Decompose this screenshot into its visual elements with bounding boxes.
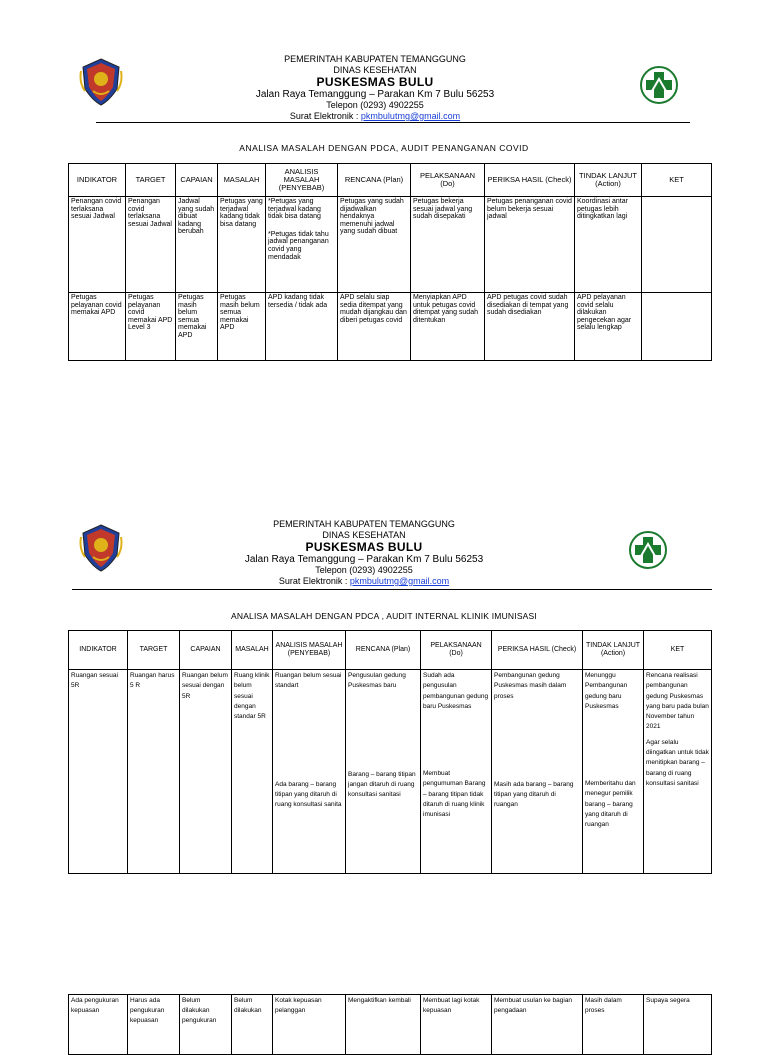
- header-rencana: RENCANA (Plan): [338, 164, 411, 197]
- table-cell: Menunggu Pembangunan gedung baru Puskesmas Memberitahu dan menegur pemilik barang – barang yang ditaruh di ruangan: [583, 670, 644, 874]
- letterhead-line-department: DINAS KESEHATAN: [333, 65, 417, 75]
- table-cell: APD kadang tidak tersedia / tidak ada: [266, 293, 338, 361]
- table-cell: Ruangan harus 5 R: [128, 670, 180, 874]
- table-cell: Mengaktifkan kembali: [346, 995, 421, 1055]
- letterhead-line-phone: Telepon (0293) 4902255: [315, 565, 413, 575]
- table-cell: Pengusulan gedung Puskesmas baru Barang – barang titipan jangan ditaruh di ruang konsultasi sanitasi: [346, 670, 421, 874]
- table-cell: Ada pengukuran kepuasan: [69, 995, 128, 1055]
- temanggung-emblem-icon: [79, 523, 123, 573]
- letterhead-line-puskesmas: PUSKESMAS BULU: [305, 540, 423, 554]
- table-cell: Ruangan belum sesuai dengan 5R: [180, 670, 232, 874]
- table-cell: Ruangan belum sesuai standart Ada barang – barang titipan yang ditaruh di ruang konsultasi sanita: [273, 670, 346, 874]
- table-cell: Petugas masih belum semua memakai APD: [176, 293, 218, 361]
- header-tindak-lanjut: TINDAK LANJUT (Action): [583, 631, 644, 670]
- table-cell: Petugas masih belum semua memakai APD: [218, 293, 266, 361]
- table-cell: *Petugas yang terjadwal kadang tidak bisa datang *Petugas tidak tahu jadwal penanganan covid yang mendadak: [266, 197, 338, 293]
- table-cell: Rencana realisasi pembangunan gedung Puskesmas yang baru pada bulan November tahun 2021 Agar selalu diingatkan untuk tidak menitipkan barang – barang di ruang konsultasi sanitasi: [644, 670, 712, 874]
- letterhead-text: [239, 519, 489, 587]
- letterhead-line-address: Jalan Raya Temanggung – Parakan Km 7 Bulu 56253: [244, 554, 484, 565]
- table-cell: Menyiapkan APD untuk petugas covid ditempat yang sudah ditentukan: [411, 293, 485, 361]
- table-header-row: [69, 164, 712, 197]
- table-cell: APD petugas covid sudah disediakan di tempat yang sudah disediakan: [485, 293, 575, 361]
- table-cell: Supaya segera: [644, 995, 712, 1055]
- header-target: TARGET: [128, 631, 180, 670]
- table-row: [69, 293, 712, 361]
- letterhead-divider: [96, 122, 690, 123]
- email-link[interactable]: pkmbulutmg@gmail.com: [349, 576, 450, 586]
- table-row: [69, 197, 712, 293]
- header-pelaksanaan: PELAKSANAAN (Do): [411, 164, 485, 197]
- table-cell: Petugas pelayanan covid memakai APD Level 3: [126, 293, 176, 361]
- letterhead-line-government: PEMERINTAH KABUPATEN TEMANGGUNG: [284, 54, 466, 64]
- table-cell: APD selalu siap sedia ditempat yang mudah dijangkau dan diberi petugas covid: [338, 293, 411, 361]
- letterhead-line-department: DINAS KESEHATAN: [322, 530, 406, 540]
- letterhead-line-address: Jalan Raya Temanggung – Parakan Km 7 Bulu 56253: [255, 89, 495, 100]
- header-capaian: CAPAIAN: [180, 631, 232, 670]
- letterhead-line-puskesmas: PUSKESMAS BULU: [316, 75, 434, 89]
- pdca-table-kepuasan: [68, 994, 712, 1055]
- header-masalah: MASALAH: [218, 164, 266, 197]
- table-cell: Masih dalam proses: [583, 995, 644, 1055]
- table-cell: Jadwal yang sudah dibuat kadang berubah: [176, 197, 218, 293]
- header-pelaksanaan: PELAKSANAAN (Do): [421, 631, 492, 670]
- table-cell: Kotak kepuasan pelanggan: [273, 995, 346, 1055]
- header-rencana: RENCANA (Plan): [346, 631, 421, 670]
- document-title-1: ANALISA MASALAH DENGAN PDCA, AUDIT PENANGANAN COVID: [239, 143, 529, 153]
- table-cell: [642, 197, 712, 293]
- table-cell: Penangan covid terlaksana sesuai Jadwal: [69, 197, 126, 293]
- header-ket: KET: [642, 164, 712, 197]
- header-ket: KET: [644, 631, 712, 670]
- table-cell: Sudah ada pengusulan pembangunan gedung baru Puskesmas Membuat pengumuman Barang – barang titipan tidak ditaruh di ruang klinik imunisasi: [421, 670, 492, 874]
- table-cell: Membuat usulan ke bagian pengadaan: [492, 995, 583, 1055]
- header-indikator: INDIKATOR: [69, 164, 126, 197]
- header-target: TARGET: [126, 164, 176, 197]
- table-cell: Petugas yang terjadwal kadang tidak bisa datang: [218, 197, 266, 293]
- table-cell: Petugas penanganan covid belum bekerja sesuai jadwal: [485, 197, 575, 293]
- table-row: [69, 670, 712, 874]
- table-cell: Petugas yang sudah dijadwalkan hendaknya memenuhi jadwal yang sudah dibuat: [338, 197, 411, 293]
- pdca-table-imunisasi: [68, 630, 712, 874]
- puskesmas-cross-icon: [640, 65, 678, 105]
- table-cell: Petugas bekerja sesuai jadwal yang sudah disepakati: [411, 197, 485, 293]
- email-link[interactable]: pkmbulutmg@gmail.com: [360, 111, 461, 121]
- letterhead-line-government: PEMERINTAH KABUPATEN TEMANGGUNG: [273, 519, 455, 529]
- table-cell: Petugas pelayanan covid memakai APD: [69, 293, 126, 361]
- letterhead-line-email: Surat Elektronik : pkmbulutmg@gmail.com: [289, 111, 461, 121]
- document-title-2: ANALISA MASALAH DENGAN PDCA , AUDIT INTERNAL KLINIK IMUNISASI: [230, 611, 537, 621]
- puskesmas-cross-icon: [629, 530, 667, 570]
- table-cell: Penangan covid terlaksana sesuai Jadwal: [126, 197, 176, 293]
- table-cell: [642, 293, 712, 361]
- header-indikator: INDIKATOR: [69, 631, 128, 670]
- temanggung-emblem-icon: [79, 57, 123, 107]
- table-cell: Belum dilakukan: [232, 995, 273, 1055]
- table-row: [69, 995, 712, 1055]
- header-periksa: PERIKSA HASIL (Check): [485, 164, 575, 197]
- header-capaian: CAPAIAN: [176, 164, 218, 197]
- table-header-row: [69, 631, 712, 670]
- header-analisis: ANALISIS MASALAH (PENYEBAB): [266, 164, 338, 197]
- letterhead-line-email: Surat Elektronik : pkmbulutmg@gmail.com: [278, 576, 450, 586]
- table-cell: Membuat lagi kotak kepuasan: [421, 995, 492, 1055]
- header-masalah: MASALAH: [232, 631, 273, 670]
- letterhead-text: [250, 54, 500, 122]
- table-cell: Belum dilakukan pengukuran: [180, 995, 232, 1055]
- table-cell: Harus ada pengukuran kepuasan: [128, 995, 180, 1055]
- letterhead-divider: [72, 589, 712, 590]
- header-periksa: PERIKSA HASIL (Check): [492, 631, 583, 670]
- header-analisis: ANALISIS MASALAH (PENYEBAB): [273, 631, 346, 670]
- letterhead-line-phone: Telepon (0293) 4902255: [326, 100, 424, 110]
- table-cell: Ruangan sesuai 5R: [69, 670, 128, 874]
- table-cell: Pembangunan gedung Puskesmas masih dalam proses Masih ada barang – barang titipan yang ditaruh di ruangan: [492, 670, 583, 874]
- table-cell: Koordinasi antar petugas lebih ditingkatkan lagi: [575, 197, 642, 293]
- table-cell: APD pelayanan covid selalu dilakukan pengecekan agar selalu lengkap: [575, 293, 642, 361]
- pdca-table-covid: [68, 163, 712, 361]
- table-cell: Ruang klinik belum sesuai dengan standar 5R: [232, 670, 273, 874]
- header-tindak-lanjut: TINDAK LANJUT (Action): [575, 164, 642, 197]
